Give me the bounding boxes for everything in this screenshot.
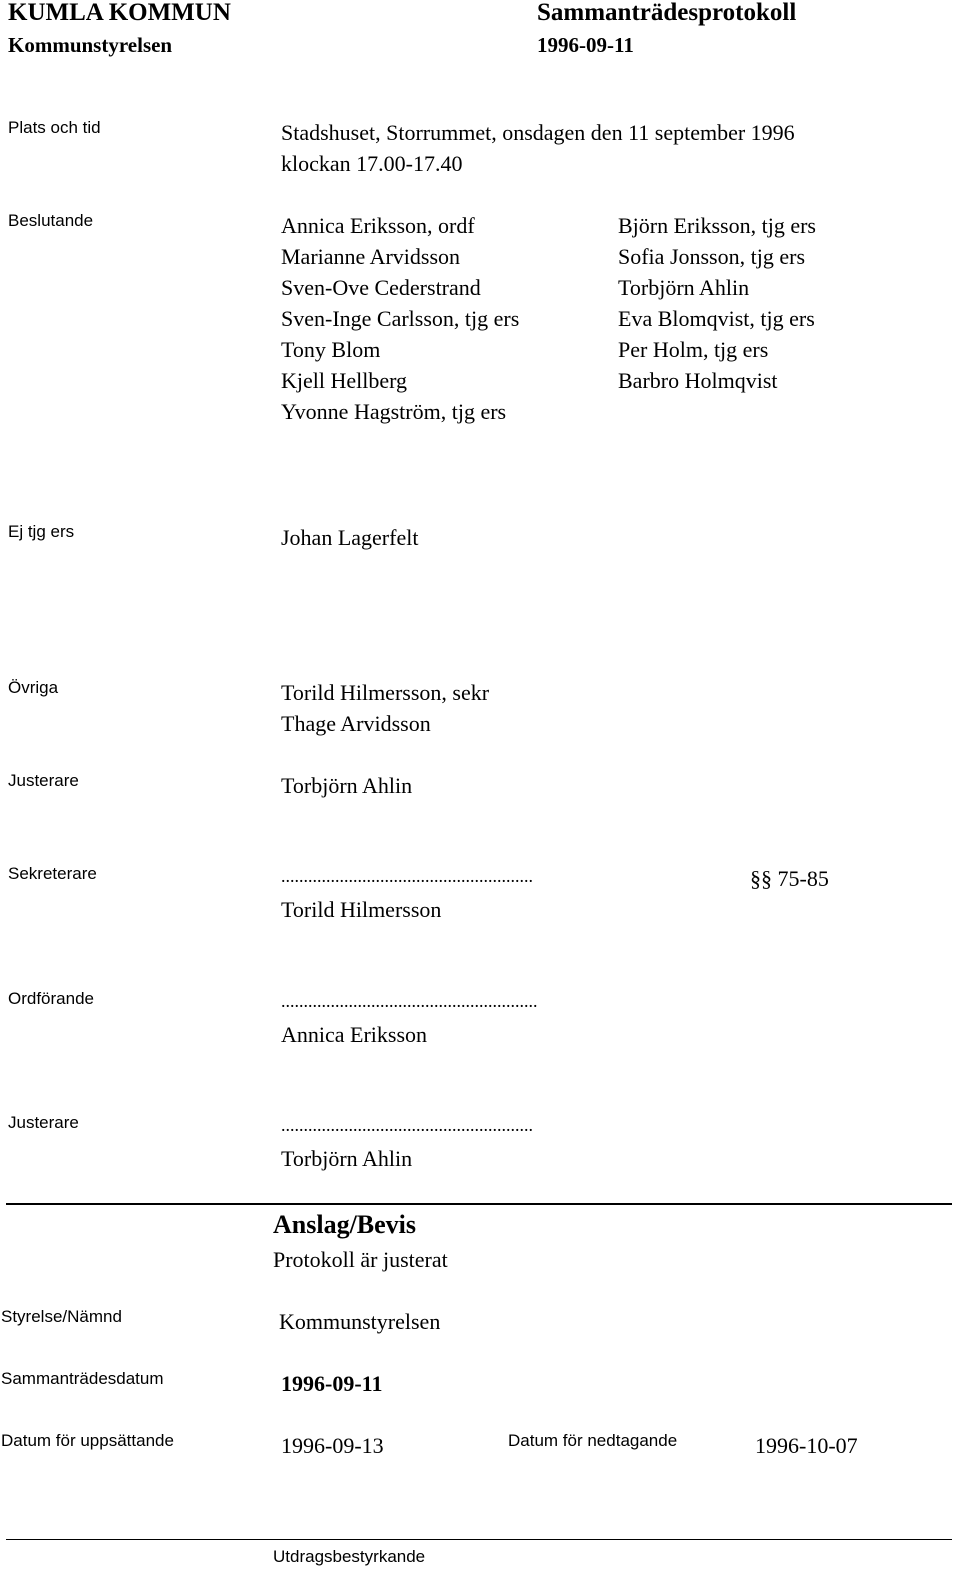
posting-date-value: 1996-09-13	[281, 1433, 384, 1458]
secretary-name: Torild Hilmersson	[281, 897, 442, 922]
board-value: Kommunstyrelsen	[279, 1309, 441, 1334]
chairman-label: Ordförande	[8, 989, 94, 1008]
adjuster-signature-line: ........................................................	[281, 1115, 533, 1135]
place-time-line2: klockan 17.00-17.40	[281, 151, 463, 176]
adjuster-label: Justerare	[8, 771, 79, 790]
document-date: 1996-09-11	[537, 33, 634, 57]
removal-date-value: 1996-10-07	[755, 1433, 858, 1458]
decision-maker: Torbjörn Ahlin	[618, 275, 750, 300]
non-serving-substitute-name: Johan Lagerfelt	[281, 525, 419, 550]
decision-maker: Sofia Jonsson, tjg ers	[618, 244, 805, 269]
others-label: Övriga	[8, 678, 59, 697]
chairman-signature-line: .........................................................	[281, 991, 538, 1011]
notice-subtitle: Protokoll är justerat	[273, 1247, 448, 1272]
meeting-date-value: 1996-09-11	[281, 1371, 383, 1396]
adjuster-signature-label: Justerare	[8, 1113, 79, 1132]
decision-maker: Annica Eriksson, ordf	[281, 213, 475, 238]
non-serving-substitute-label: Ej tjg ers	[8, 522, 75, 541]
paragraph-range: §§ 75-85	[750, 866, 829, 891]
decision-makers-column-1	[281, 210, 519, 427]
secretary-signature-line: ........................................................	[281, 866, 533, 886]
adjuster-name: Torbjörn Ahlin	[281, 773, 413, 798]
certification-label: Utdragsbestyrkande	[273, 1547, 426, 1566]
meeting-date-label: Sammanträdesdatum	[1, 1369, 164, 1388]
decision-makers-label: Beslutande	[8, 211, 94, 230]
committee-name: Kommunstyrelsen	[8, 33, 173, 57]
removal-date-label: Datum för nedtagande	[508, 1431, 678, 1450]
decision-maker: Barbro Holmqvist	[618, 368, 778, 393]
decision-maker: Kjell Hellberg	[281, 368, 408, 393]
decision-maker: Sven-Ove Cederstrand	[281, 275, 481, 300]
org-name: KUMLA KOMMUN	[8, 0, 231, 26]
posting-date-label: Datum för uppsättande	[1, 1431, 174, 1450]
footer-divider	[6, 1539, 952, 1540]
decision-maker: Sven-Inge Carlsson, tjg ers	[281, 306, 520, 331]
chairman-name: Annica Eriksson	[281, 1022, 428, 1047]
notice-title: Anslag/Bevis	[273, 1210, 417, 1239]
decision-makers-column-2	[618, 210, 816, 396]
board-label: Styrelse/Nämnd	[1, 1307, 122, 1326]
decision-maker: Per Holm, tjg ers	[618, 337, 769, 362]
decision-maker: Björn Eriksson, tjg ers	[618, 213, 816, 238]
decision-maker: Eva Blomqvist, tjg ers	[618, 306, 815, 331]
document-title: Sammanträdesprotokoll	[537, 0, 797, 26]
secretary-label: Sekreterare	[8, 864, 97, 883]
decision-maker: Marianne Arvidsson	[281, 244, 461, 269]
adjuster-signature-name: Torbjörn Ahlin	[281, 1146, 413, 1171]
decision-maker: Yvonne Hagström, tjg ers	[281, 399, 507, 424]
place-time-label: Plats och tid	[8, 118, 101, 137]
other-attendee: Torild Hilmersson, sekr	[281, 680, 490, 705]
place-time-line1: Stadshuset, Storrummet, onsdagen den 11 september 1996	[281, 120, 795, 145]
decision-maker: Tony Blom	[281, 337, 381, 362]
other-attendee: Thage Arvidsson	[281, 711, 431, 736]
section-divider	[6, 1203, 952, 1205]
